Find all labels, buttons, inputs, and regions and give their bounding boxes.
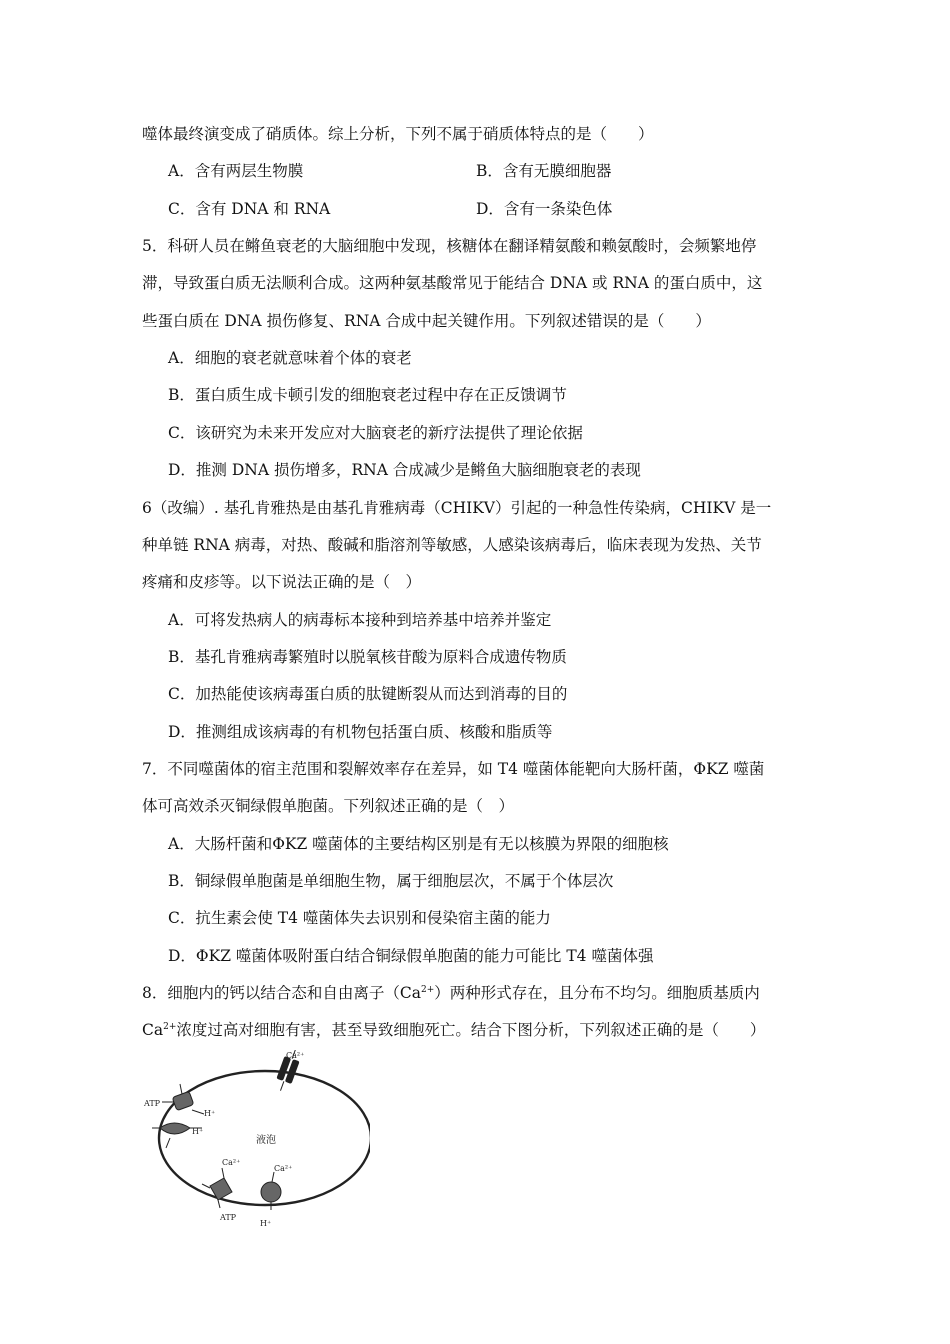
q6-stem-2: 种单链 RNA 病毒，对热、酸碱和脂溶剂等敏感，人感染该病毒后，临床表现为发热、关节 — [142, 536, 762, 554]
q5-option-a: A．细胞的衰老就意味着个体的衰老 — [168, 349, 412, 367]
atp-label-bottom: ATP — [220, 1213, 237, 1222]
q5-option-d: D．推测 DNA 损伤增多，RNA 合成减少是鳉鱼大脑细胞衰老的表现 — [168, 461, 641, 479]
q7-option-d: D．ΦKZ 噬菌体吸附蛋白结合铜绿假单胞菌的能力可能比 T4 噬菌体强 — [168, 947, 654, 965]
q4-option-d: D．含有一条染色体 — [476, 200, 613, 218]
q8-stem-1: 8．细胞内的钙以结合态和自由离子$(Ca^{2+})$两种形式存在，且分布不均匀。细胞质基质内 — [142, 984, 760, 1002]
ca-label-top: Ca²⁺ — [286, 1051, 305, 1060]
q6-option-d: D．推测组成该病毒的有机物包括蛋白质、核酸和脂质等 — [168, 723, 553, 741]
q7-stem-1: 7．不同噬菌体的宿主范围和裂解效率存在差异，如 T4 噬菌体能靶向大肠杆菌，ΦKZ 噬菌 — [142, 760, 765, 778]
q5-stem-1: 5．科研人员在鳉鱼衰老的大脑细胞中发现，核糖体在翻译精氨酸和赖氨酸时，会频繁地停 — [142, 237, 757, 255]
h-label-bottom: H⁺ — [260, 1219, 272, 1228]
q6-stem-3: 疼痛和皮疹等。以下说法正确的是（ ） — [142, 573, 422, 591]
q5-stem-2: 滞，导致蛋白质无法顺利合成。这两种氨基酸常见于能结合 DNA 或 RNA 的蛋白质中，这 — [142, 274, 763, 292]
q5-stem-3: 些蛋白质在 DNA 损伤修复、RNA 合成中起关键作用。下列叙述错误的是（ ） — [142, 312, 711, 330]
ca-label-bottom-left: Ca²⁺ — [222, 1158, 241, 1167]
q6-option-c: C．加热能使该病毒蛋白质的肽键断裂从而达到消毒的目的 — [168, 685, 568, 703]
ca-label-bottom-right: Ca²⁺ — [274, 1164, 293, 1173]
q5-option-b: B．蛋白质生成卡顿引发的细胞衰老过程中存在正反馈调节 — [168, 386, 567, 404]
q6-option-a: A．可将发热病人的病毒标本接种到培养基中培养并鉴定 — [168, 611, 552, 629]
q7-stem-2: 体可高效杀灭铜绿假单胞菌。下列叙述正确的是（ ） — [142, 797, 515, 815]
q5-option-c: C．该研究为未来开发应对大脑衰老的新疗法提供了理论依据 — [168, 424, 583, 442]
atp-label-upper: ATP — [144, 1099, 161, 1108]
q8-stem-2: $Ca^{2+}$浓度过高对细胞有害，甚至导致细胞死亡。结合下图分析，下列叙述正确的是（ ） — [142, 1021, 766, 1039]
q4-option-b: B．含有无膜细胞器 — [476, 162, 612, 180]
vacuole-diagram — [140, 1050, 370, 1230]
q6-stem-1: 6（改编）. 基孔肯雅热是由基孔肯雅病毒（CHIKV）引起的一种急性传染病，CHIKV 是一 — [142, 499, 772, 517]
h-label-left: H⁺ — [192, 1127, 204, 1136]
vacuole-label: 液泡 — [256, 1135, 276, 1146]
q4-option-c: C．含有 DNA 和 RNA — [168, 200, 331, 218]
q4-stem-tail: 噬体最终演变成了硝质体。综上分析，下列不属于硝质体特点的是（ ） — [142, 125, 654, 143]
h-label-upper: H⁺ — [204, 1109, 216, 1118]
q4-option-a: A．含有两层生物膜 — [168, 162, 304, 180]
q7-option-a: A．大肠杆菌和ΦKZ 噬菌体的主要结构区别是有无以核膜为界限的细胞核 — [168, 835, 669, 853]
q7-option-b: B．铜绿假单胞菌是单细胞生物，属于细胞层次，不属于个体层次 — [168, 872, 614, 890]
q7-option-c: C．抗生素会使 T4 噬菌体失去识别和侵染宿主菌的能力 — [168, 909, 551, 927]
q6-option-b: B．基孔肯雅病毒繁殖时以脱氧核苷酸为原料合成遗传物质 — [168, 648, 567, 666]
